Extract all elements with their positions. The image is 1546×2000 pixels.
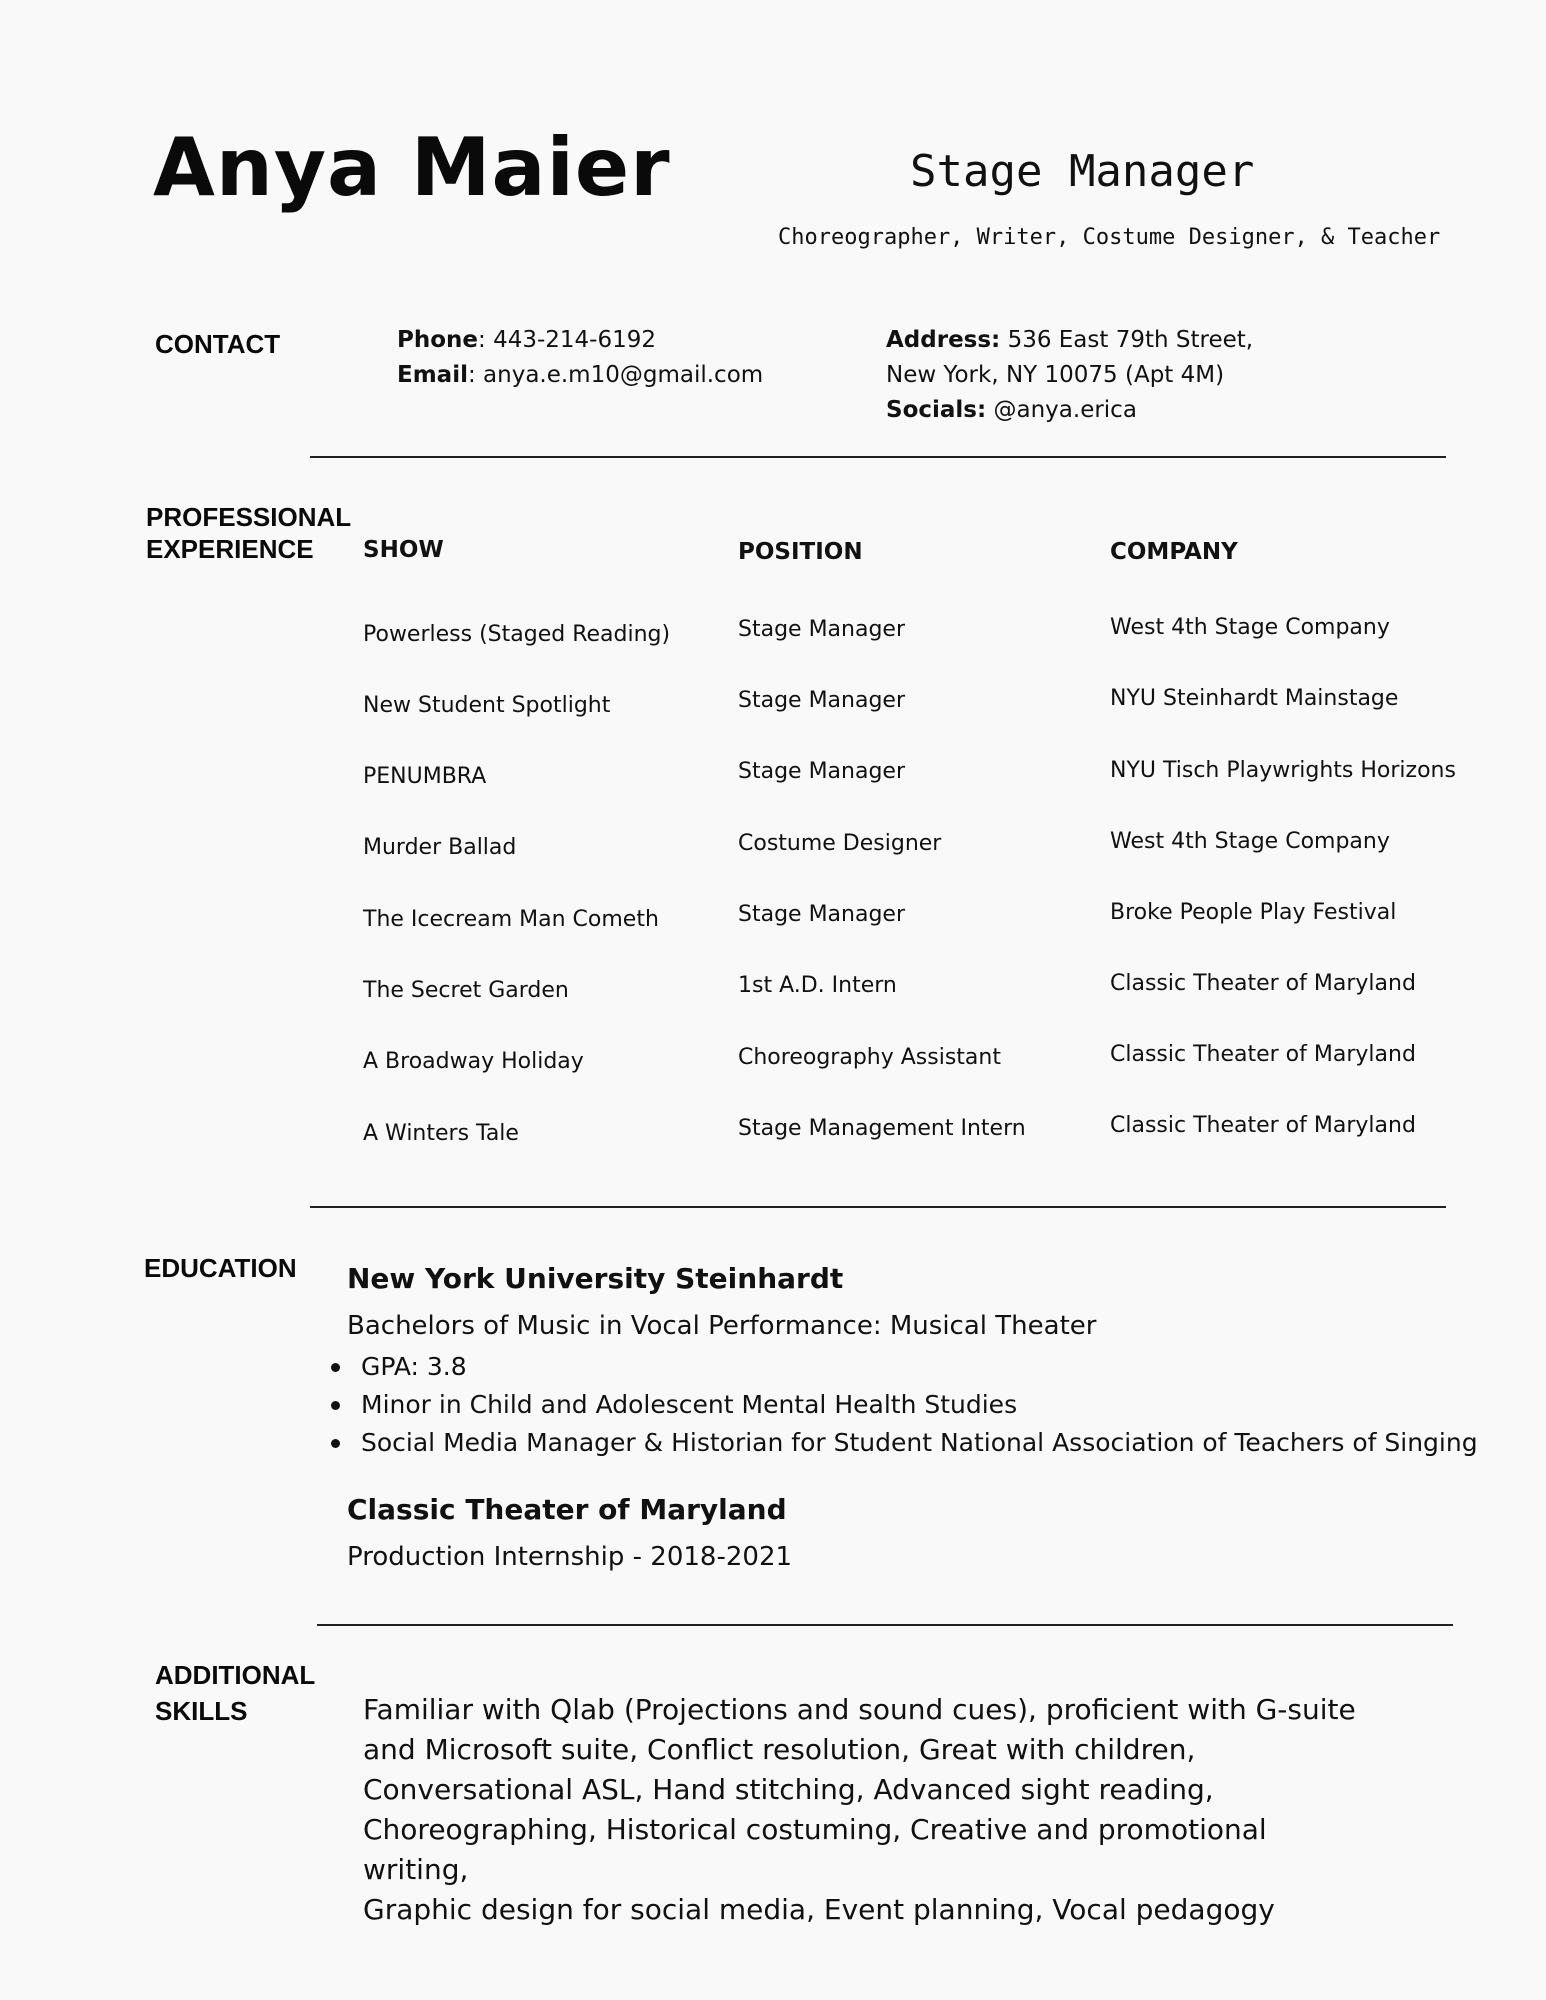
divider-contact	[310, 456, 1446, 458]
company-cell: West 4th Stage Company	[1110, 615, 1390, 640]
phone-label: Phone	[397, 327, 479, 353]
school-name-2: Classic Theater of Maryland	[347, 1493, 787, 1526]
socials-line	[886, 393, 1253, 428]
position-cell: Stage Management Intern	[738, 1116, 1026, 1141]
divider-experience	[310, 1206, 1446, 1208]
phone-line: Phone: 443-214-6192	[397, 327, 657, 353]
email-label: Email	[397, 362, 468, 388]
education-bullets	[327, 1348, 1478, 1462]
position-cell: Stage Manager	[738, 617, 905, 642]
phone-value: 443-214-6192	[493, 327, 657, 353]
skills-line: Familiar with Qlab (Projections and sound cues), proficient with G-suite	[363, 1693, 1356, 1726]
show-cell: A Winters Tale	[363, 1121, 519, 1146]
show-cell: A Broadway Holiday	[363, 1049, 584, 1074]
position-cell: Choreography Assistant	[738, 1045, 1001, 1070]
address-value-1: 536 East 79th Street,	[1007, 327, 1254, 353]
education-section-label: EDUCATION	[144, 1253, 297, 1283]
experience-label-line-1: PROFESSIONAL	[146, 502, 352, 532]
company-cell: NYU Steinhardt Mainstage	[1110, 686, 1399, 711]
email-value: anya.e.m10@gmail.com	[483, 362, 764, 388]
position-cell: Costume Designer	[738, 831, 942, 856]
skills-line: Graphic design for social media, Event planning, Vocal pedagogy	[363, 1893, 1275, 1926]
list-item: GPA: 3.8	[327, 1348, 1478, 1386]
position-cell: Stage Manager	[738, 759, 905, 784]
skills-text	[363, 1690, 1373, 1930]
show-cell: The Icecream Man Cometh	[363, 907, 659, 932]
show-cell: The Secret Garden	[363, 978, 569, 1003]
skills-section-label	[155, 1657, 315, 1729]
position-cell: 1st A.D. Intern	[738, 973, 897, 998]
skills-label-line-2: SKILLS	[155, 1696, 248, 1726]
address-line-2: New York, NY 10075 (Apt 4M)	[886, 362, 1225, 388]
column-header-company: COMPANY	[1110, 539, 1238, 565]
show-cell: Powerless (Staged Reading)	[363, 622, 671, 647]
column-header-position: POSITION	[738, 539, 863, 565]
position-cell: Stage Manager	[738, 902, 905, 927]
show-cell: New Student Spotlight	[363, 693, 611, 718]
internship-detail: Production Internship - 2018-2021	[347, 1542, 793, 1572]
job-subtitle: Choreographer, Writer, Costume Designer, & Teacher	[778, 225, 1441, 250]
position-cell: Stage Manager	[738, 688, 905, 713]
school-name: New York University Steinhardt	[347, 1262, 844, 1295]
resume-name: Anya Maier	[153, 121, 671, 214]
list-item: Minor in Child and Adolescent Mental Health Studies	[327, 1386, 1478, 1424]
company-cell: West 4th Stage Company	[1110, 829, 1390, 854]
company-cell: Broke People Play Festival	[1110, 900, 1397, 925]
contact-phone-email	[397, 323, 763, 393]
divider-education	[317, 1624, 1453, 1626]
address-label: Address:	[886, 327, 1001, 353]
socials-label: Socials:	[886, 397, 987, 423]
company-cell: Classic Theater of Maryland	[1110, 1113, 1416, 1138]
experience-label-line-2: EXPERIENCE	[146, 534, 314, 564]
degree-name: Bachelors of Music in Vocal Performance: Musical Theater	[347, 1311, 1097, 1341]
company-cell: Classic Theater of Maryland	[1110, 971, 1416, 996]
email-line: Email: anya.e.m10@gmail.com	[397, 362, 764, 388]
show-cell: Murder Ballad	[363, 835, 517, 860]
column-header-show: SHOW	[363, 537, 444, 563]
skills-label-line-1: ADDITIONAL	[155, 1660, 316, 1690]
skills-line: Choreographing, Historical costuming, Creative and promotional writing,	[363, 1813, 1267, 1886]
show-cell: PENUMBRA	[363, 764, 487, 789]
company-cell: NYU Tisch Playwrights Horizons	[1110, 758, 1456, 783]
job-title: Stage Manager	[910, 146, 1255, 197]
contact-section-label: CONTACT	[155, 329, 281, 359]
address-line-1	[886, 323, 1253, 358]
company-cell: Classic Theater of Maryland	[1110, 1042, 1416, 1067]
contact-address-socials	[886, 323, 1253, 428]
socials-value: @anya.erica	[993, 397, 1137, 423]
skills-line: Conversational ASL, Hand stitching, Advanced sight reading,	[363, 1773, 1214, 1806]
experience-section-label	[146, 501, 351, 565]
list-item: Social Media Manager & Historian for Student National Association of Teachers of Singing	[327, 1424, 1478, 1462]
skills-line: and Microsoft suite, Conflict resolution, Great with children,	[363, 1733, 1196, 1766]
